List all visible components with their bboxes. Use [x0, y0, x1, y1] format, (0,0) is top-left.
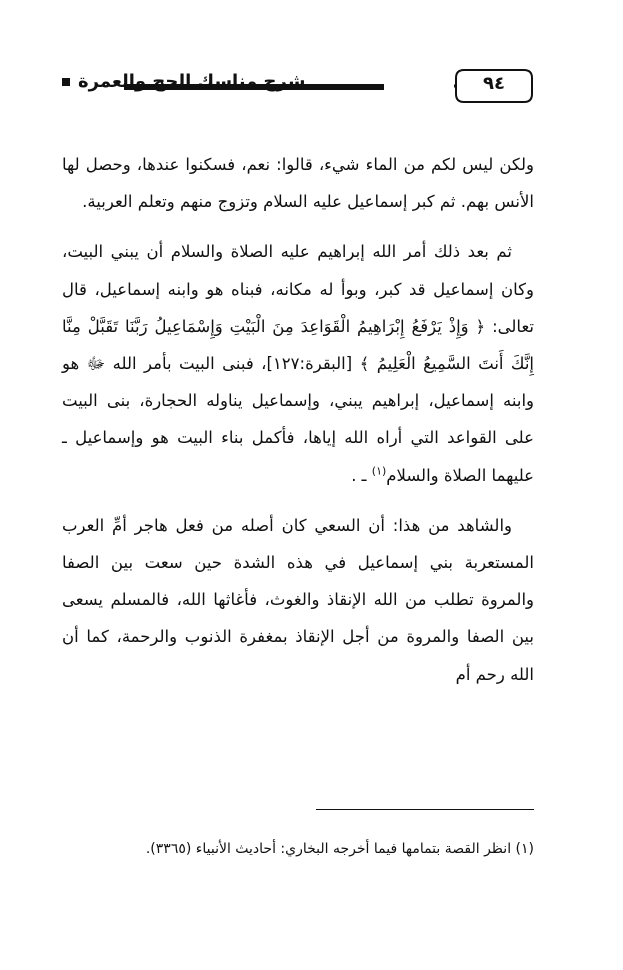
- page-number: ٩٤: [483, 73, 505, 94]
- page-body: [62, 146, 534, 693]
- square-bullet-icon: [62, 78, 70, 86]
- running-title-text: شرح مناسك الحج والعمرة: [78, 71, 306, 92]
- quran-verse: ﴿ وَإِذْ يَرْفَعُ إِبْرَاهِيمُ الْقَوَاعِدَ مِنَ الْبَيْتِ وَإِسْمَاعِيلُ رَبَّنَا تَقَبَّلْ مِنَّا إِنَّكَ أَنتَ السَّمِيعُ الْعَلِيمُ ﴾: [62, 316, 535, 374]
- page-number-frame: [454, 68, 534, 104]
- paragraph-1: ولكن ليس لكم من الماء شيء، قالوا: نعم، فسكنوا عندها، وحصل لها الأنس بهم. ثم كبر إسماعيل عليه السلام وتزوج منهم وتعلم العربية.: [62, 155, 534, 212]
- paragraph-2: [62, 233, 534, 493]
- paragraph-2-continuation: ، فبنى البيت بأمر الله ﷻ هو وابنه إسماعيل، إبراهيم يبني، وإسماعيل يناوله الحجارة، بنى البيت على القواعد التي أراه الله إياها، فأكمل بناء البيت هو وإسماعيل ـ عليهما الصلاة والسلام: [62, 354, 534, 485]
- page-header: [62, 62, 534, 112]
- footnote-separator: [316, 809, 534, 810]
- paragraph-3: والشاهد من هذا: أن السعي كان أصله من فعل هاجر أمِّ العرب المستعربة بني إسماعيل في هذه الشدة حين سعت بين الصفا والمروة تطلب من الله الإنقاذ والغوث، فأغاثها الله، فالمسلم يسعى بين الصفا والمروة من أجل الإنقاذ بمغفرة الذنوب والرحمة، كما أن الله رحم أم: [62, 515, 534, 684]
- running-title: [62, 71, 305, 92]
- footnote-marker: (١): [371, 464, 387, 478]
- paragraph-2-text: ثم بعد ذلك أمر الله إبراهيم عليه الصلاة والسلام أن يبني البيت، وكان إسماعيل قد كبر، وبوأ له مكانه، فبناه هو وابنه إسماعيل، قال تعالى:: [62, 242, 534, 336]
- paragraph-2-end: ـ .: [351, 465, 372, 485]
- verse-reference: [البقرة:١٢٧]: [266, 354, 353, 374]
- footnote: (١) انظر القصة بتمامها فيما أخرجه البخاري: أحاديث الأنبياء (٣٣٦٥).: [145, 841, 534, 857]
